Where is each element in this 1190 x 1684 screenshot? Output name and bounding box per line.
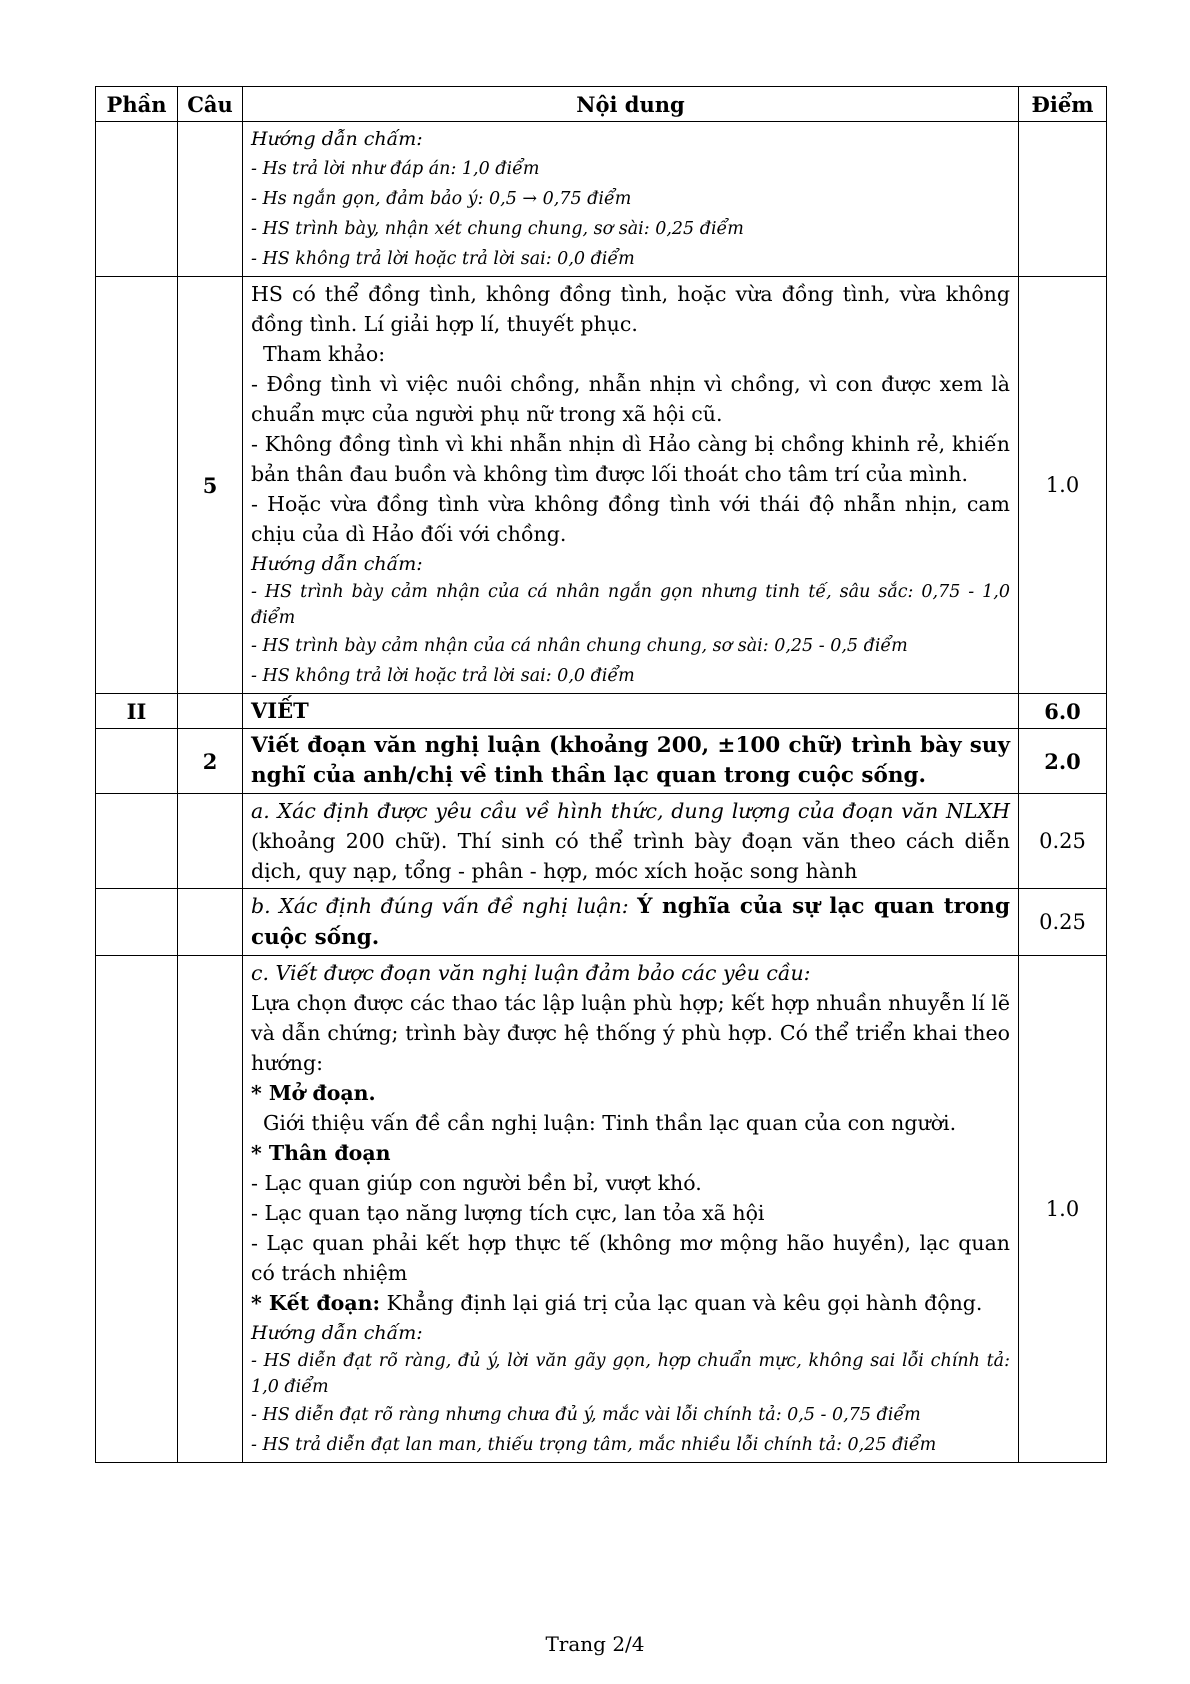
row6-content: b. Xác định đúng vấn đề nghị luận: Ý nghĩa của sự lạc quan trong cuộc sống.	[243, 889, 1019, 956]
table-row	[96, 956, 1107, 1463]
cau-5: 5	[178, 277, 243, 694]
row2-content: HS có thể đồng tình, không đồng tình, hoặc vừa đồng tình, vừa không đồng tình. Lí giải hợp lí, thuyết phục. Tham khảo: - Đồng tình vì việc nuôi chồng, nhẫn nhịn vì chồng, vì con được xem là chuẩn mực của người phụ nữ trong xã hội cũ. - Không đồng tình vì khi nhẫn nhịn dì Hảo càng bị chồng khinh rẻ, khiến bản thân đau buồn và không tìm được lối thoát cho tâm trí của mình. - Hoặc vừa đồng tình vừa không đồng tình với thái độ nhẫn nhịn, cam chịu của dì Hảo đối với chồng. Hướng dẫn chấm: - HS trình bày cảm nhận của cá nhân ngắn gọn nhưng tinh tế, sâu sắc: 0,75 - 1,0 điểm - HS trình bày cảm nhận của cá nhân chung chung, sơ sài: 0,25 - 0,5 điểm - HS không trả lời hoặc trả lời sai: 0,0 điểm	[243, 277, 1019, 694]
header-phan: Phần	[96, 87, 178, 122]
row5-content: a. Xác định được yêu cầu về hình thức, dung lượng của đoạn văn NLXH (khoảng 200 chữ). Thí sinh có thể trình bày đoạn văn theo cách diễn dịch, quy nạp, tổng - phân - hợp, móc xích hoặc song hành	[243, 794, 1019, 889]
table-row	[96, 694, 1107, 729]
header-cau: Câu	[178, 87, 243, 122]
diem-row2: 1.0	[1019, 277, 1107, 694]
diem-row4: 2.0	[1019, 729, 1107, 794]
header-row	[96, 87, 1107, 122]
diem-row5: 0.25	[1019, 794, 1107, 889]
phan-ii: II	[96, 694, 178, 729]
diem-row6: 0.25	[1019, 889, 1107, 956]
table-row	[96, 277, 1107, 694]
table-row	[96, 889, 1107, 956]
diem-row7: 1.0	[1019, 956, 1107, 1463]
table-row	[96, 729, 1107, 794]
row1-content: Hướng dẫn chấm: - Hs trả lời như đáp án: 1,0 điểm - Hs ngắn gọn, đảm bảo ý: 0,5 → 0,75 điểm - HS trình bày, nhận xét chung chung, sơ sài: 0,25 điểm - HS không trả lời hoặc trả lời sai: 0,0 điểm	[243, 122, 1019, 277]
header-diem: Điểm	[1019, 87, 1107, 122]
table-row	[96, 122, 1107, 277]
cau-2: 2	[178, 729, 243, 794]
table-row	[96, 794, 1107, 889]
question-2-prompt: Viết đoạn văn nghị luận (khoảng 200, ±100 chữ) trình bày suy nghĩ của anh/chị về tinh thần lạc quan trong cuộc sống.	[251, 733, 1010, 788]
row7-content: c. Viết được đoạn văn nghị luận đảm bảo các yêu cầu: Lựa chọn được các thao tác lập luận phù hợp; kết hợp nhuần nhuyễn lí lẽ và dẫn chứng; trình bày được hệ thống ý phù hợp. Có thể triển khai theo hướng: * Mở đoạn. Giới thiệu vấn đề cần nghị luận: Tinh thần lạc quan của con người. * Thân đoạn - Lạc quan giúp con người bền bỉ, vượt khó. - Lạc quan tạo năng lượng tích cực, lan tỏa xã hội - Lạc quan phải kết hợp thực tế (không mơ mộng hão huyền), lạc quan có trách nhiệm * Kết đoạn: Khẳng định lại giá trị của lạc quan và kêu gọi hành động. Hướng dẫn chấm: - HS diễn đạt rõ ràng, đủ ý, lời văn gãy gọn, hợp chuẩn mực, không sai lỗi chính tả: 1,0 điểm - HS diễn đạt rõ ràng nhưng chưa đủ ý, mắc vài lỗi chính tả: 0,5 - 0,75 điểm - HS trả diễn đạt lan man, thiếu trọng tâm, mắc nhiều lỗi chính tả: 0,25 điểm	[243, 956, 1019, 1463]
page-number: Trang 2/4	[545, 1632, 645, 1656]
grading-table	[95, 86, 1107, 1463]
diem-row3: 6.0	[1019, 694, 1107, 729]
header-noidung: Nội dung	[243, 87, 1019, 122]
section-viet: VIẾT	[243, 694, 1019, 729]
